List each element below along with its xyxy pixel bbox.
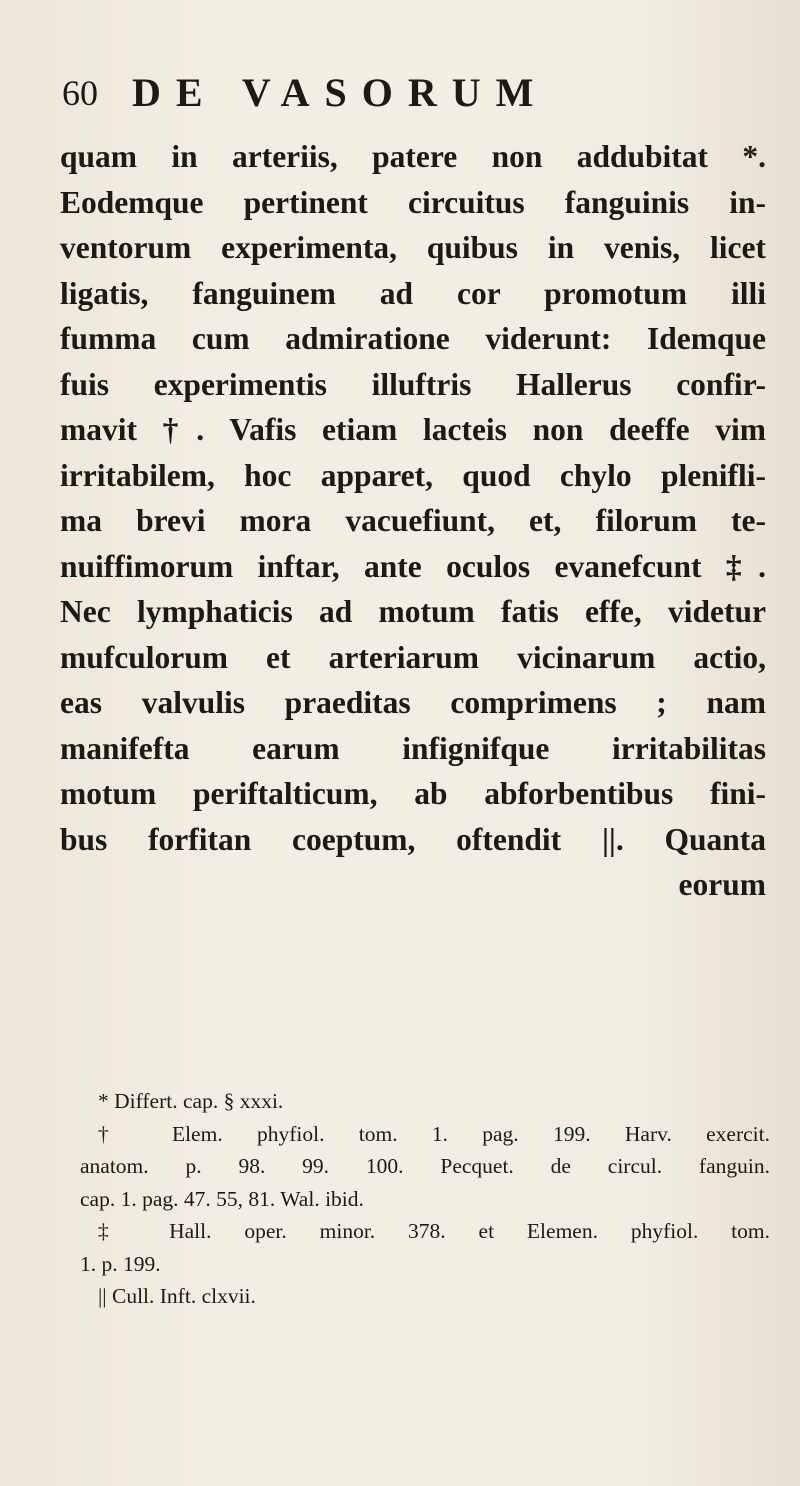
page-header [62,68,682,118]
text-line: irritabilem, hoc apparet, quod chylo plenifli- [60,457,766,493]
text-line: fumma cum admiratione viderunt: Idemque [60,321,766,356]
text-line: bus forfitan coeptum, oftendit ||. Quanta [60,821,766,857]
footnote-line: 1. p. 199. [80,1251,161,1276]
page-number: 60 [62,73,98,113]
text-line: ligatis, fanguinem ad cor promotum illi [60,275,766,311]
text-line: fuis experimentis illuftris Hallerus confir- [60,366,766,402]
text-line: Nec lymphaticis ad motum fatis effe, videtur [60,594,766,629]
text-line: ma brevi mora vacuefiunt, et, filorum te- [60,503,766,538]
text-line: mufculorum et arteriarum vicinarum actio, [60,639,766,675]
footnote-line: † Elem. phyfiol. tom. 1. pag. 199. Harv. exercit. [98,1121,770,1146]
footnote-line: || Cull. Inft. clxvii. [98,1284,256,1308]
text-line: eas valvulis praeditas comprimens ; nam [60,685,766,720]
footnote-line: cap. 1. pag. 47. 55, 81. Wal. ibid. [80,1186,364,1211]
text-line: nuiffimorum inftar, ante oculos evanefcunt ‡. [60,548,766,584]
text-line: Eodemque pertinent circuitus fanguinis in- [60,184,766,220]
running-title: DE VASORUM [132,70,549,115]
footnote-line: * Differt. cap. § xxxi. [98,1089,284,1113]
text-line: motum periftalticum, ab abforbentibus fini- [60,776,766,811]
text-line: mavit †. Vafis etiam lacteis non deeffe vim [60,412,766,447]
text-line: manifefta earum infignifque irritabilitas [60,730,766,766]
main-text [60,134,766,908]
footnotes [80,1085,770,1313]
footnote-line: anatom. p. 98. 99. 100. Pecquet. de circul. fanguin. [80,1154,770,1178]
catchword: eorum [678,867,766,902]
text-line: ventorum experimenta, quibus in venis, licet [60,230,766,265]
footnote-line: ‡ Hall. oper. minor. 378. et Elemen. phyfiol. tom. [98,1219,770,1243]
text-line: quam in arteriis, patere non addubitat *. [60,139,766,174]
